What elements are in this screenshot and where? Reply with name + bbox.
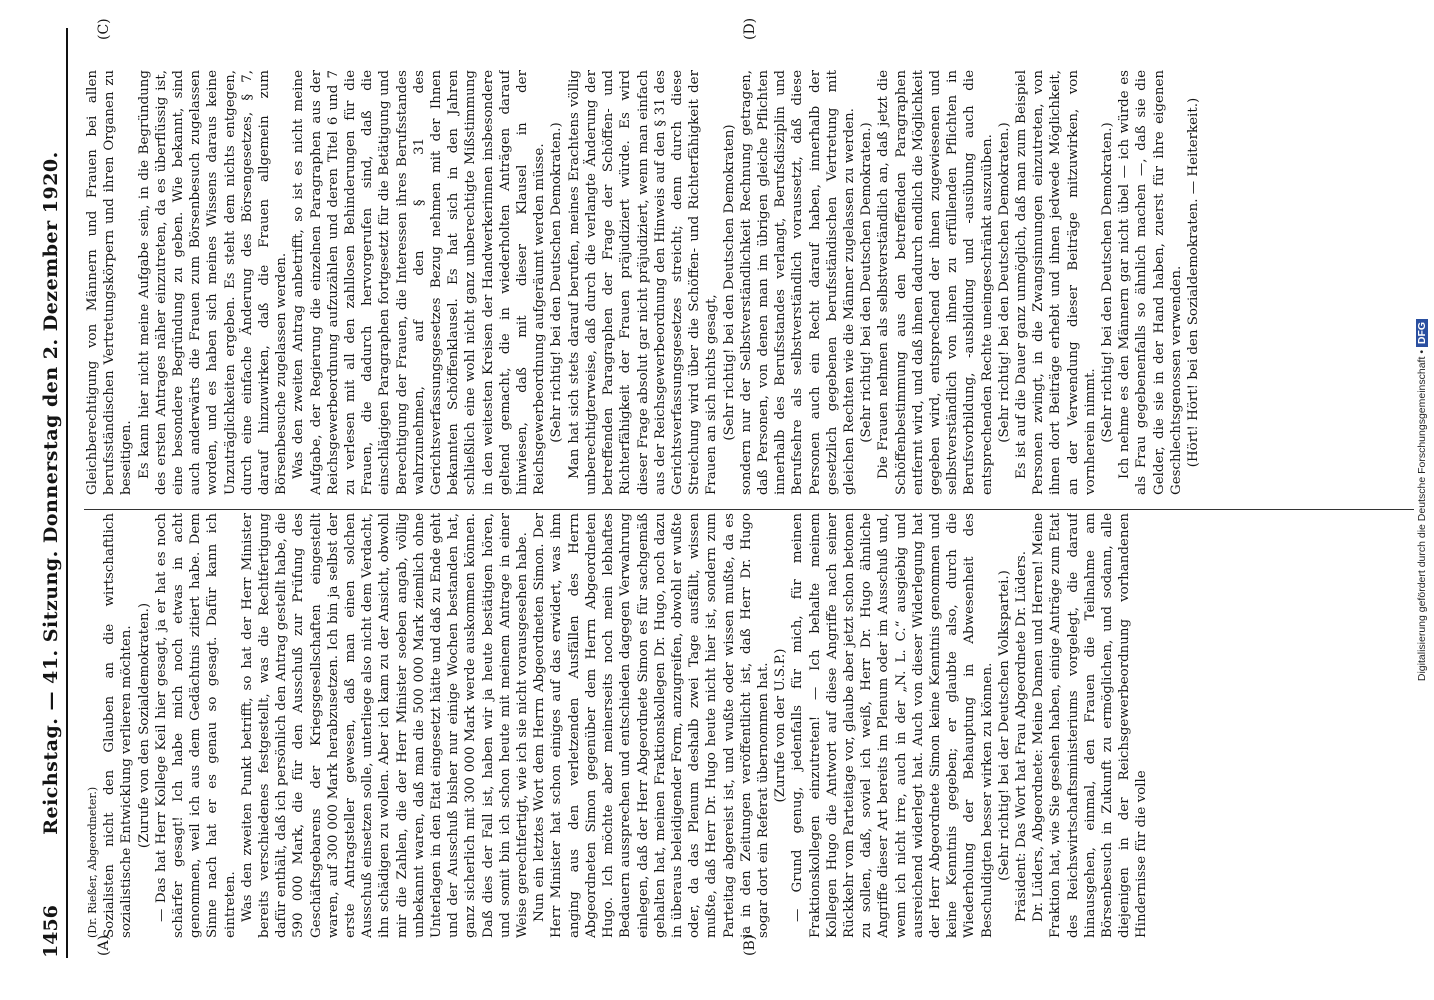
margin-marker-c: (C)	[96, 18, 112, 40]
interjection: (Hört! Hört! bei den Sozialdemokraten. — Heiterkeit.)	[1186, 97, 1201, 468]
paragraph: — Grund genug, jedenfalls für mich, für meinen Fraktionskollegen einzutreten! — Ich behalte meinem Kollegen Hugo die Antwort auf diese Angriffe nach seiner Rückkehr vom Parteitage vor, glaube aber jetzt schon betonen zu sollen, daß, soviel ich weiß, Herr Dr. Hugo ähnliche Angriffe dieser Art bereits im Plenum oder im Ausschuß und, wenn ich nicht irre, auch in der „N. L. C.“ ausgiebig und ausreichend widerlegt hat. Auch von dieser Widerlegung hat der Herr Abgeordnete Simon keine Kenntnis genommen und keine Kenntnis gegeben; er glaubte also, durch die Wiederholung der Behauptung in Abwesenheit des Beschuldigten besser wirken zu können.	[790, 513, 995, 938]
interjection: (Zurufe von den Sozialdemokraten.)	[136, 602, 152, 849]
interjection: (Sehr richtig! bei den Deutschen Demokraten.)	[996, 122, 1012, 443]
interjection: (Sehr richtig! bei den Deutschen Demokraten)	[721, 124, 737, 441]
digitization-credit: Digitalisierung gefördert durch die Deutsche Forschungsgemeinschaft • DFG	[1416, 50, 1428, 950]
paragraph: Gleichberechtigung von Männern und Frauen bei allen berufsständischen Vertretungskörpern und ihren Organen zu beseitigen.	[85, 70, 135, 495]
paragraph: Man hat sich stets darauf berufen, meines Erachtens völlig unberechtigterweise, daß durch die verlangte Änderung der betreffenden Paragraphen der Frage der Schöffen- und Richterfähigkeit der Frauen präjudiziert würde. Es wird dieser Frage absolut gar nicht präjudiziert, wenn man einfach aus der Reichsgewerbeordnung den Hinweis auf den § 31 des Gerichtsverfassungsgesetzes streicht; denn durch diese Streichung wird über die Schöffen- und Richterfähigkeit der Frauen an sich nichts gesagt,	[566, 70, 720, 495]
left-column	[84, 513, 1424, 938]
paragraph: Dr. Lüders, Abgeordnete: Meine Damen und Herren! Meine Fraktion hat, wie Sie gesehen haben, einige Anträge zum Etat des Reichswirtschaftsministeriums vorgelegt, die darauf hinausgehen, einmal, den Frauen die Teilnahme am Börsenbesuch in Zukunft zu ermöglichen, und sodann, alle diejenigen in der Reichsgewerbeordnung vorhandenen Hindernisse für die volle	[1031, 513, 1150, 938]
interjection: (Sehr richtig! bei der Deutschen Volkspartei.)	[996, 570, 1012, 881]
paragraph: Präsident: Das Wort hat Frau Abgeordnete Dr. Lüders.	[1013, 550, 1029, 922]
interjection: (Sehr richtig! bei den Deutschen Demokraten.)	[1099, 122, 1115, 443]
paragraph: — Das hat Herr Kollege Keil hier gesagt, ja er hat es noch schärfer gesagt! Ich habe mich noch etwas in acht genommen, weil ich aus dem Gedächtnis zitiert habe. Dem Sinne nach hat er es genau so gesagt. Dafür kann ich eintreten.	[153, 513, 238, 938]
dfg-logo: DFG	[1416, 319, 1428, 347]
paragraph: Es ist auf die Dauer ganz unmöglich, daß man zum Beispiel Personen zwingt, in die Zwangsinnungen einzutreten, von ihnen dort Beiträge erhebt und ihnen jedwede Möglichkeit, an der Verwendung dieser Beiträge mitzuwirken, von vornherein nimmt.	[1013, 70, 1098, 495]
paragraph: Ich nehme es den Männern gar nicht übel — ich würde es als Frau gegebenenfalls so ähnlich machen —, daß sie die Gelder, die sie in der Hand haben, zuerst für ihre eigenen Geschlechtsgenossen verwenden.	[1117, 70, 1184, 495]
paragraph: Was den zweiten Antrag anbetrifft, so ist es nicht meine Aufgabe, der Regierung die einzelnen Paragraphen aus der Reichsgewerbeordnung aufzuzählen und deren Titel 6 und 7 zu verlesen mit all den zahllosen Behinderungen für die Frauen, die dadurch hervorgerufen sind, daß die einschlägigen Paragraphen fortgesetzt für die Betätigung und Berechtigung der Frauen, die Interessen ihres Berufsstandes wahrzunehmen, auf den § 31 des Gerichtsverfassungsgesetzes Bezug nehmen mit der Ihnen bekannten Schöffenklausel. Es hat sich in den Jahren schließlich eine wohl nicht ganz unberechtigte Mißstimmung in den weitesten Kreisen der Handwerkerinnen insbesondere geltend gemacht, die in wiederholten Anträgen darauf hinwiesen, daß mit dieser Klausel in der Reichsgewerbeordnung aufgeräumt werden müsse.	[291, 70, 548, 495]
column-divider	[84, 509, 1414, 510]
margin-marker-b: (B)	[742, 934, 758, 956]
paragraph: Die Frauen nehmen als selbstverständlich an, daß jetzt die Schöffenbestimmung aus den betreffenden Paragraphen entfernt wird, und daß ihnen dadurch endlich die Möglichkeit gegeben wird, entsprechend der ihnen zugewiesenen und selbstverständlich von ihnen zu erfüllenden Pflichten in Berufsvorbildung, -ausbildung und -ausübung auch die entsprechenden Rechte uneingeschränkt auszuüben.	[876, 70, 995, 495]
interjection: (Sehr richtig! bei den Deutschen Demokraten.)	[859, 122, 875, 443]
interjection: (Zurufe von der U.S.P.)	[773, 648, 789, 803]
paragraph: Was den zweiten Punkt betrifft, so hat der Herr Minister bereits verschiedenes festgestellt, was die Rechtfertigung dafür enthält, daß ich persönlich den Antrag gestellt habe, die 590 000 Mark, die für den Ausschuß zur Prüfung des Geschäftsgebarens der Kriegsgesellschaften eingestellt waren, auf 300 000 Mark herabzusetzen. Ich bin ja selbst der erste Antragsteller gewesen, daß man einen solchen Ausschuß einsetzen solle, unterliege also nicht dem Verdacht, ihn schädigen zu wollen. Aber ich kam zu der Ansicht, obwohl mir die Zahlen, die der Herr Minister soeben angab, völlig unbekannt waren, daß man die 500 000 Mark ziemlich ohne Unterlagen in den Etat eingesetzt hätte und daß zu Ende geht und der Ausschuß bisher nur einige Wochen bestanden hat, ganz sicherlich mit 300 000 Mark werde auskommen können. Daß dies der Fall ist, haben wir ja heute bestätigen hören, und somit bin ich schon heute mit meinem Antrage in einer Weise gerechtfertigt, wie ich sie nicht vorausgesehen habe.	[239, 513, 531, 938]
paragraph: Es kann hier nicht meine Aufgabe sein, in die Begründung des ersten Antrages näher einzutreten, da es überflüssig ist, eine besondere Begründung zu geben. Wie bekannt, sind auch anderwärts die Frauen zum Börsenbesuch zugelassen worden, und es haben sich meines Wissens daraus keine Unzuträglichkeiten ergeben. Es steht dem nichts entgegen, durch eine einfache Änderung des Börsengesetzes, § 7, darauf hinzuwirken, daß die Frauen allgemein zum Börsenbesuche zugelassen werden.	[136, 70, 290, 495]
page-number: 1456	[40, 905, 62, 958]
page-header	[36, 28, 68, 958]
paragraph: sondern nur der Selbstverständlichkeit Rechnung getragen, daß Personen, von denen man im übrigen gleiche Pflichten innerhalb des Berufsstandes verlangt, Berufsdisziplin und Berufsehre als selbstverständlich voraussetzt, daß diese Personen auch ein Recht darauf haben, innerhalb der gesetzlich gegebenen berufsständischen Vertretung mit gleichen Rechten wie die Männer zugelassen zu werden.	[738, 70, 857, 495]
paragraph: Sozialisten nicht den Glauben an die wirtschaftlich sozialistische Entwicklung verlieren möchten.	[102, 513, 135, 938]
margin-marker-a: (A)	[96, 934, 112, 956]
speaker-note: (Dr. Rießer, Abgeordneter.)	[86, 786, 99, 938]
paragraph: Nun ein letztes Wort dem Herrn Abgeordneten Simon. Der Herr Minister hat schon einiges auf das erwidert, was ihm anging aus den verletzenden Ausfällen des Herrn Abgeordneten Simon gegenüber dem Herrn Abgeordneten Hugo. Ich möchte aber meinerseits noch mein lebhaftes Bedauern aussprechen und entschieden dagegen Verwahrung einlegen, daß der Herr Abgeordnete Simon es für sachgemäß gehalten hat, meinen Fraktionskollegen Dr. Hugo, noch dazu in überaus beleidigender Form, anzugreifen, obwohl er wußte oder, da das Plenum deshalb zwei Tage ausfällt, wissen mußte, daß Herr Dr. Hugo heute nicht hier ist, sondern zum Parteitag abgereist ist, und wußte oder wissen mußte, da es ja in den Zeitungen veröffentlicht ist, daß Herr Dr. Hugo sogar dort ein Referat übernommen hat.	[532, 513, 771, 938]
interjection: (Sehr richtig! bei den Deutschen Demokraten.)	[549, 122, 565, 443]
page-title: Reichstag. — 41. Sitzung. Donnerstag den 2. Dezember 1920.	[40, 151, 62, 835]
right-column	[84, 70, 1424, 495]
credit-text: Digitalisierung gefördert durch die Deutsche Forschungsgemeinschaft	[1416, 356, 1428, 682]
margin-marker-d: (D)	[742, 17, 758, 40]
